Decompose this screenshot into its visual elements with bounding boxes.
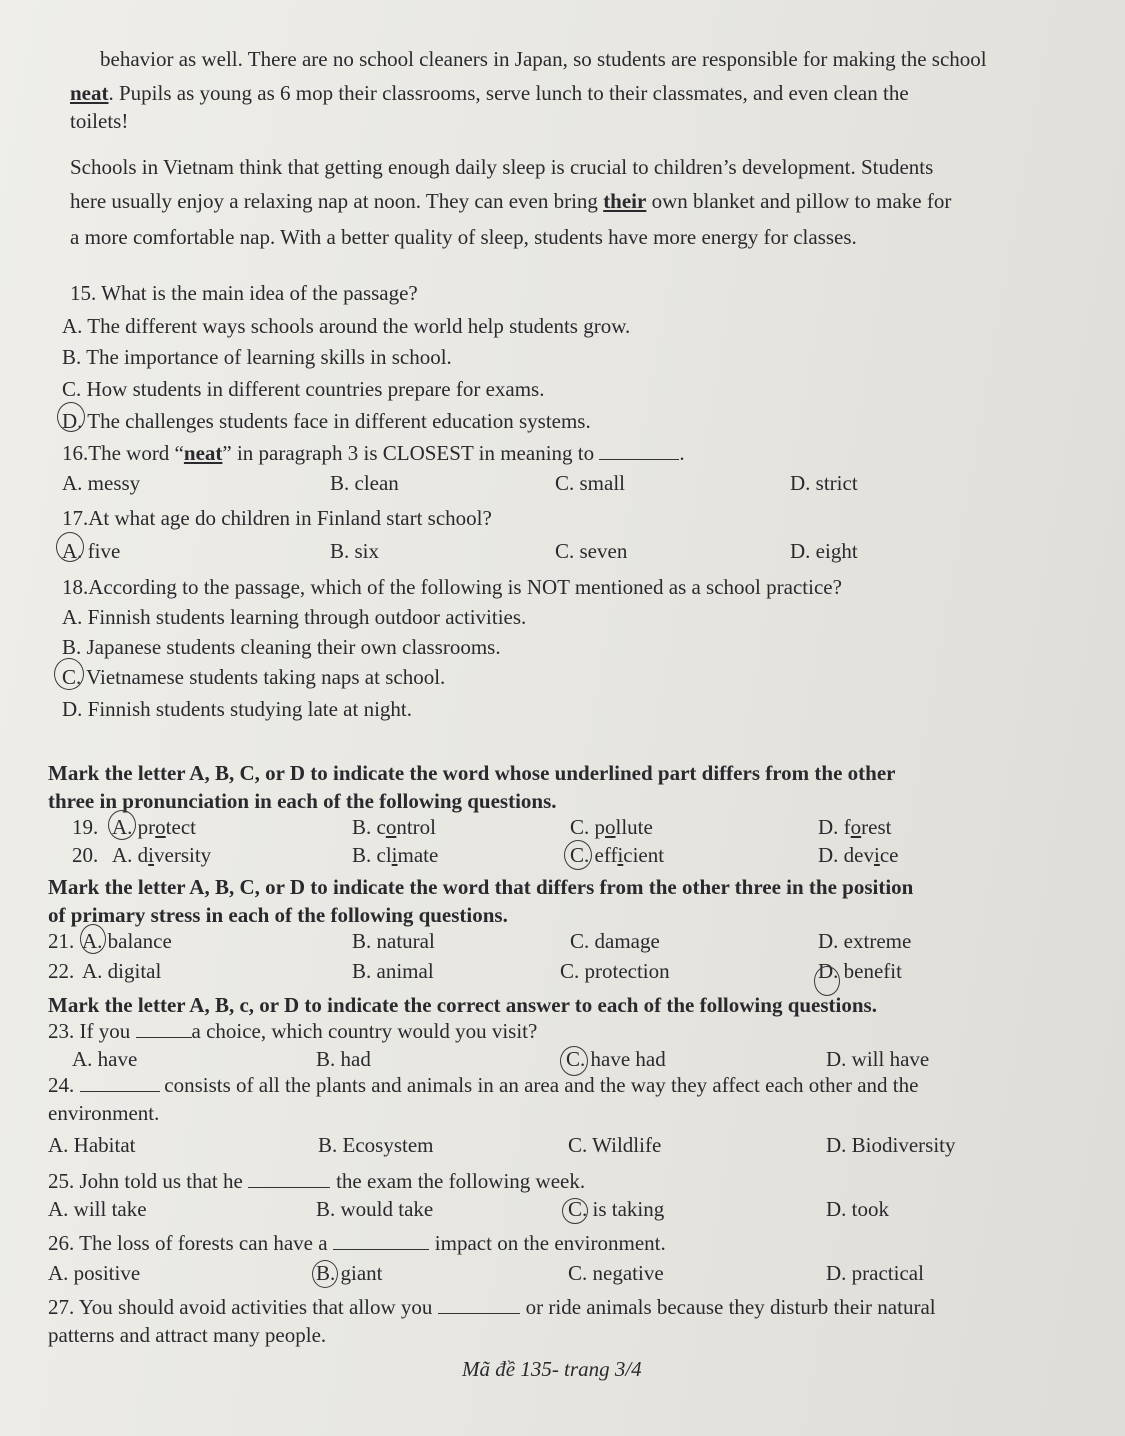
q27-stem-cont: patterns and attract many people. — [48, 1323, 327, 1347]
answer-blank — [599, 441, 679, 460]
q15-option-c[interactable]: C. How students in different countries prepare for exams. — [62, 377, 545, 401]
q17-option-d[interactable]: D. eight — [790, 539, 858, 563]
q25-option-a[interactable]: A. will take — [48, 1197, 147, 1221]
q19-option-c[interactable]: C. pollute — [570, 815, 653, 839]
q23-option-c[interactable]: C. have had — [566, 1047, 666, 1071]
q15-option-b[interactable]: B. The importance of learning skills in school. — [62, 345, 452, 369]
q16-option-c[interactable]: C. small — [555, 471, 626, 495]
q24-option-d[interactable]: D. Biodiversity — [826, 1133, 956, 1157]
word-their: their — [603, 189, 647, 213]
q16-option-d[interactable]: D. strict — [790, 471, 858, 495]
q22-number: 22. — [48, 959, 75, 983]
q16-stem: 16.The word “neat” in paragraph 3 is CLOSEST in meaning to . — [62, 441, 685, 465]
q18-stem: 18.According to the passage, which of the following is NOT mentioned as a school practice? — [62, 575, 842, 599]
q22-option-d[interactable]: D. benefit — [818, 959, 902, 983]
q16-option-a[interactable]: A. messy — [62, 471, 141, 495]
passage-line-2: neat. Pupils as young as 6 mop their classrooms, serve lunch to their classmates, and even clean the — [70, 81, 909, 105]
q24-option-a[interactable]: A. Habitat — [48, 1133, 136, 1157]
q17-option-c[interactable]: C. seven — [555, 539, 628, 563]
q25-option-b[interactable]: B. would take — [316, 1197, 434, 1221]
q22-option-a[interactable]: A. digital — [82, 959, 162, 983]
q20-option-a[interactable]: A. diversity — [112, 843, 212, 867]
q26-option-b[interactable]: B. giant — [316, 1261, 383, 1285]
answer-mark — [108, 810, 136, 840]
q21-number: 21. — [48, 929, 75, 953]
answer-mark — [312, 1260, 338, 1288]
answer-blank — [80, 1073, 160, 1092]
passage-line-1: behavior as well. There are no school cleaners in Japan, so students are responsible for making the school — [100, 47, 987, 71]
q21-option-a[interactable]: A. balance — [82, 929, 172, 953]
q20-option-b[interactable]: B. climate — [352, 843, 439, 867]
answer-mark — [562, 1198, 588, 1224]
section-stress-line-1: Mark the letter A, B, C, or D to indicate the word that differs from the other three in the position — [48, 875, 914, 899]
page-footer: Mã đề 135- trang 3/4 — [462, 1357, 642, 1381]
q24-stem-cont: environment. — [48, 1101, 160, 1125]
q26-option-c[interactable]: C. negative — [568, 1261, 664, 1285]
q19-option-b[interactable]: B. control — [352, 815, 436, 839]
q18-option-c[interactable]: C. Vietnamese students taking naps at school. — [62, 665, 446, 689]
answer-mark — [56, 532, 84, 562]
section-stress-line-2: of primary stress in each of the following questions. — [48, 903, 508, 927]
q19-number: 19. — [72, 815, 99, 839]
q23-option-d[interactable]: D. will have — [826, 1047, 930, 1071]
passage-line-5: here usually enjoy a relaxing nap at noon. They can even bring their own blanket and pillow to make for — [70, 189, 952, 213]
passage-line-6: a more comfortable nap. With a better quality of sleep, students have more energy for classes. — [70, 225, 857, 249]
q20-option-c[interactable]: C. efficient — [570, 843, 665, 867]
q20-option-d[interactable]: D. device — [818, 843, 899, 867]
q23-option-a[interactable]: A. have — [72, 1047, 138, 1071]
answer-mark — [57, 402, 85, 432]
q27-stem: 27. You should avoid activities that allow you or ride animals because they disturb their natural — [48, 1295, 936, 1319]
q15-stem: 15. What is the main idea of the passage? — [70, 281, 418, 305]
passage-line-4: Schools in Vietnam think that getting enough daily sleep is crucial to children’s development. Students — [70, 155, 934, 179]
answer-mark — [564, 840, 592, 870]
q24-stem: 24. consists of all the plants and animals in an area and the way they affect each other and the — [48, 1073, 919, 1097]
answer-mark — [80, 924, 106, 954]
q26-stem: 26. The loss of forests can have a impact on the environment. — [48, 1231, 666, 1255]
q25-option-d[interactable]: D. took — [826, 1197, 889, 1221]
q18-option-a[interactable]: A. Finnish students learning through outdoor activities. — [62, 605, 527, 629]
q19-option-d[interactable]: D. forest — [818, 815, 892, 839]
q15-option-d[interactable]: D. The challenges students face in different education systems. — [62, 409, 591, 433]
q22-option-b[interactable]: B. animal — [352, 959, 434, 983]
q18-option-d[interactable]: D. Finnish students studying late at night. — [62, 697, 412, 721]
q21-option-d[interactable]: D. extreme — [818, 929, 912, 953]
q16-option-b[interactable]: B. clean — [330, 471, 399, 495]
word-neat: neat — [70, 81, 109, 105]
q23-stem: 23. If you a choice, which country would you visit? — [48, 1019, 538, 1043]
section-correct-answer: Mark the letter A, B, c, or D to indicate the correct answer to each of the following questions. — [48, 993, 877, 1017]
q23-option-b[interactable]: B. had — [316, 1047, 371, 1071]
q17-stem: 17.At what age do children in Finland start school? — [62, 506, 492, 530]
q21-option-c[interactable]: C. damage — [570, 929, 660, 953]
q17-option-b[interactable]: B. six — [330, 539, 380, 563]
q26-option-a[interactable]: A. positive — [48, 1261, 141, 1285]
answer-mark — [54, 658, 84, 690]
q21-option-b[interactable]: B. natural — [352, 929, 435, 953]
answer-blank — [333, 1231, 429, 1250]
answer-blank — [248, 1169, 330, 1188]
answer-blank — [136, 1019, 192, 1038]
q15-option-a[interactable]: A. The different ways schools around the world help students grow. — [62, 314, 631, 338]
q17-option-a[interactable]: A. five — [62, 539, 121, 563]
section-pronunciation-line-2: three in pronunciation in each of the following questions. — [48, 789, 557, 813]
passage-line-3: toilets! — [70, 109, 129, 133]
q25-option-c[interactable]: C. is taking — [568, 1197, 665, 1221]
q24-option-c[interactable]: C. Wildlife — [568, 1133, 662, 1157]
q24-option-b[interactable]: B. Ecosystem — [318, 1133, 434, 1157]
q20-number: 20. — [72, 843, 99, 867]
q22-option-c[interactable]: C. protection — [560, 959, 670, 983]
q18-option-b[interactable]: B. Japanese students cleaning their own classrooms. — [62, 635, 501, 659]
answer-blank — [438, 1295, 520, 1314]
q25-stem: 25. John told us that he the exam the following week. — [48, 1169, 586, 1193]
section-pronunciation-line-1: Mark the letter A, B, C, or D to indicate the word whose underlined part differs from the other — [48, 761, 896, 785]
q26-option-d[interactable]: D. practical — [826, 1261, 924, 1285]
q19-option-a[interactable]: A. protect — [112, 815, 196, 839]
